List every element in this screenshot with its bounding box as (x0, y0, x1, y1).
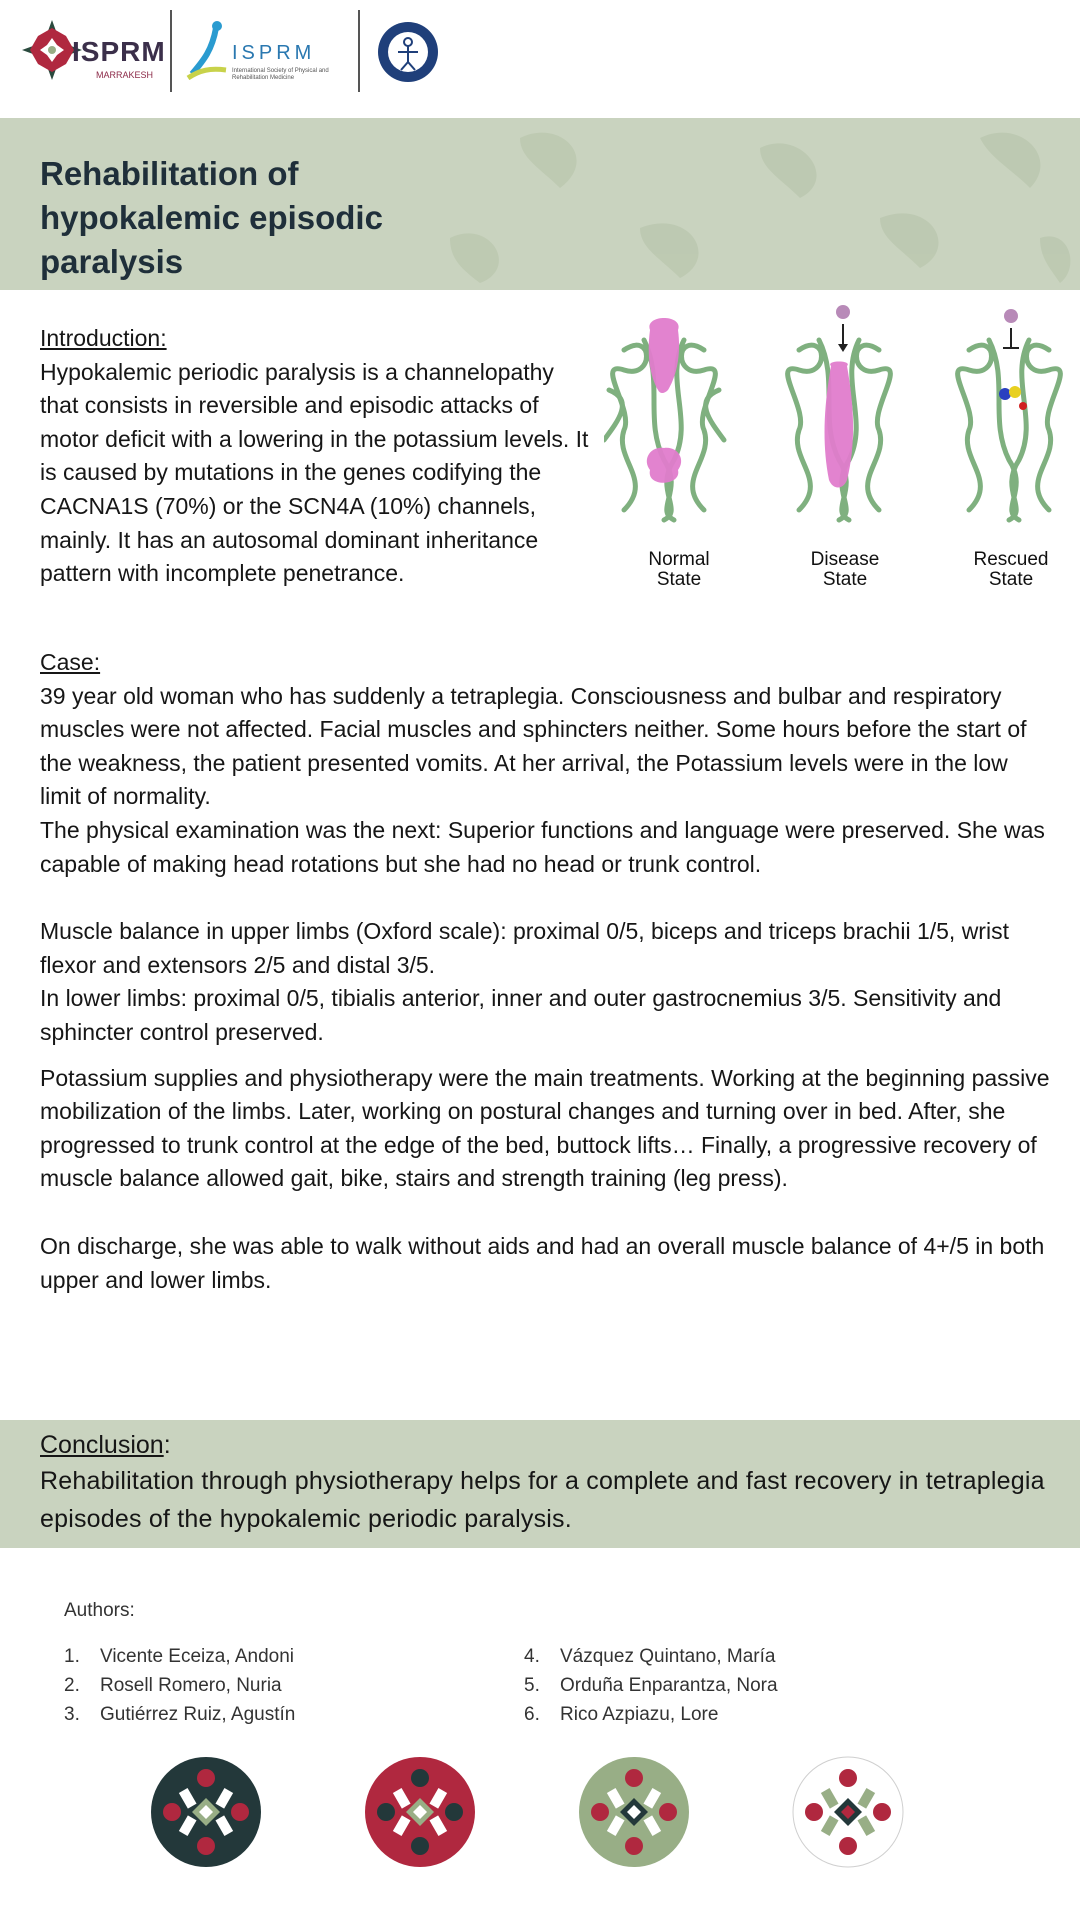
conclusion-heading: Conclusion (40, 1431, 164, 1459)
ion-channel-illustration (604, 300, 1074, 530)
figure-label-disease: Disease State (810, 549, 880, 590)
author-number: 4. (524, 1646, 540, 1667)
mandala-dark-icon (150, 1756, 262, 1868)
case-section (40, 646, 1050, 1297)
logo2-subtitle: International Society of Physical and Rehabilitation Medicine (232, 68, 329, 81)
mandala-sage-icon (578, 1756, 690, 1868)
introduction-section (40, 322, 592, 591)
list-item (64, 1700, 295, 1729)
logo1-subtitle: MARRAKESH (96, 70, 154, 80)
spacer (40, 1050, 1050, 1062)
spacer (40, 881, 1050, 915)
case-heading: Case: (40, 649, 101, 675)
introduction-text: Hypokalemic periodic paralysis is a channelopathy that consists in reversible and episodic attacks of motor deficit with a lowering in the potassium levels. It is caused by mutations in the genes codifying the CACNA1S (70%) or the SCN4A (10%) channels, mainly. It has an autosomal dominant inheritance pattern with incomplete penetrance. (40, 358, 589, 587)
author-number: 2. (64, 1675, 80, 1696)
author-name: Orduña Enparantza, Nora (560, 1675, 778, 1696)
figure-label-normal: Normal State (648, 549, 710, 590)
swoosh-logo-icon (186, 20, 230, 80)
author-number: 1. (64, 1646, 80, 1667)
header-divider (170, 10, 172, 92)
channel-states-figure (604, 300, 1074, 600)
list-item (524, 1671, 778, 1700)
author-list-right (524, 1642, 778, 1729)
logo2-wordmark: ISPRM (232, 42, 316, 64)
conclusion-text: Rehabilitation through physiotherapy helps for a complete and fast recovery in tetraplegia episodes of the hypokalemic periodic paralysis. (40, 1467, 1045, 1533)
list-item (524, 1642, 778, 1671)
introduction-heading: Introduction: (40, 325, 167, 351)
poster-title: Rehabilitation of hypokalemic episodic paralysis (40, 155, 383, 280)
header (0, 0, 1080, 118)
case-paragraph-4: In lower limbs: proximal 0/5, tibialis anterior, inner and outer gastrocnemius 3/5. Sensitivity and sphincter control preserved. (40, 985, 1002, 1045)
list-item (524, 1700, 778, 1729)
disease-state-channel (788, 305, 891, 520)
case-paragraph-6: On discharge, she was able to walk without aids and had an overall muscle balance of 4+/5 in both upper and lower limbs. (40, 1232, 1045, 1293)
conclusion-section: Conclusion: Rehabilitation through physiotherapy helps for a complete and fast recovery in tetraplegia episodes of the hypokalemic periodic paralysis. (40, 1428, 1050, 1538)
rescued-state-channel (958, 309, 1061, 520)
author-list-left (64, 1642, 295, 1729)
mandala-crimson-icon (364, 1756, 476, 1868)
authors-label: Authors: (64, 1600, 135, 1621)
list-item (64, 1671, 295, 1700)
normal-state-channel (604, 318, 724, 520)
spacer (40, 1196, 1050, 1230)
author-name: Rosell Romero, Nuria (100, 1675, 282, 1696)
author-name: Rico Azpiazu, Lore (560, 1704, 719, 1725)
author-name: Gutiérrez Ruiz, Agustín (100, 1704, 296, 1725)
author-name: Vázquez Quintano, María (560, 1646, 776, 1667)
case-paragraph-2: The physical examination was the next: Superior functions and language were preserved. She was capable of making head rotations but she had no head or trunk control. (40, 816, 1045, 877)
mandala-white-icon (792, 1756, 904, 1868)
author-name: Vicente Eceiza, Andoni (100, 1646, 295, 1667)
author-number: 6. (524, 1704, 540, 1725)
isprm-society-logo (186, 20, 346, 84)
header-divider (358, 10, 360, 92)
somares-seal-icon (376, 20, 440, 84)
logo1-wordmark: ISPRM (72, 36, 166, 67)
case-paragraph-3: Muscle balance in upper limbs (Oxford scale): proximal 0/5, biceps and triceps brachii 1/5, wrist flexor and extensors 2/5 and distal 3/5. (40, 918, 1009, 978)
list-item (64, 1642, 295, 1671)
isprm-congress-logo (22, 12, 166, 92)
author-number: 5. (524, 1675, 540, 1696)
case-paragraph-1: 39 year old woman who has suddenly a tetraplegia. Consciousness and bulbar and respiratory muscles were not affected. Facial muscles and sphincters neither. Some hours before the start of the weakness, the patient presented vomits. At her arrival, the Potassium levels were in the low limit of normality. (40, 682, 1027, 810)
figure-label-rescued: Rescued State (973, 549, 1049, 590)
author-number: 3. (64, 1704, 80, 1725)
case-paragraph-5: Potassium supplies and physiotherapy were the main treatments. Working at the beginning passive mobilization of the limbs. Later, working on postural changes and turning over in bed. After, she progressed to trunk control at the edge of the bed, buttock lifts… Finally, a progressive recovery of muscle balance allowed gait, bike, stairs and strength training (leg press). (40, 1064, 1050, 1192)
